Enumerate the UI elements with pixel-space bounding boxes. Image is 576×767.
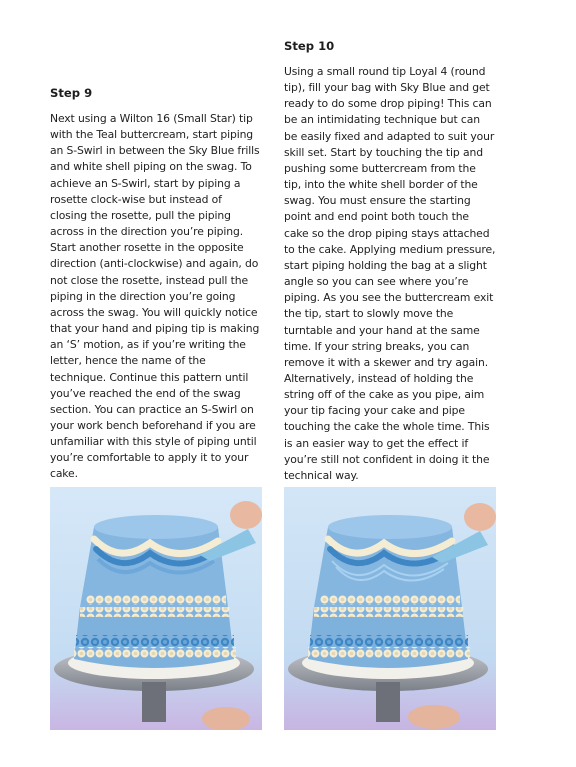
step-9-section	[50, 86, 262, 483]
step-9-title: Step 9	[50, 86, 93, 100]
step-10-title: Step 10	[284, 39, 335, 53]
step-9-body: Next using a Wilton 16 (Small Star) tip with the Teal buttercream, start piping an S-Swirl in between the Sky Blue frills and white shell piping on the swag. To achieve an S-Swirl, start by piping a rosette clock-wise but instead of closing the rosette, pull the piping across in the direction you’re piping. Start another rosette in the opposite direction (anti-clockwise) and again, do not close the rosette, instead pull the piping in the direction you’re going across the swag. You will quickly notice that your hand and piping tip is making an ‘S’ motion, as if you’re writing the letter, hence the name of the technique. Continue this pattern until you’ve reached the end of the swag section. You can practice an S-Swirl on your work bench beforehand if you are unfamiliar with this style of piping until you’re comfortable to apply it to your cake.	[50, 112, 260, 481]
step-10-cake-photo	[284, 487, 496, 730]
step-9-cake-photo	[50, 487, 262, 730]
step-10-body: Using a small round tip Loyal 4 (round tip), fill your bag with Sky Blue and get ready to do some drop piping! This can be an intimidating technique but can be easily fixed and adapted to suit your skill set. Start by touching the tip and pushing some buttercream from the tip, into the white shell border of the swag. You must ensure the starting point and end point both touch the cake so the drop piping stays attached to the cake. Applying medium pressure, start piping holding the bag at a slight angle so you can see where you’re piping. As you see the buttercream exit the tip, start to slowly move the turntable and your hand at the same time. If your string breaks, you can remove it with a skewer and try again. Alternatively, instead of holding the string off of the cake as you pipe, aim your tip facing your cake and pipe touching the cake the whole time. This is an easier way to get the effect if you’re still not confident in doing it the technical way.	[284, 65, 496, 482]
cake-illustration	[284, 487, 496, 730]
step-10-section	[284, 39, 496, 484]
cake-illustration	[50, 487, 262, 730]
